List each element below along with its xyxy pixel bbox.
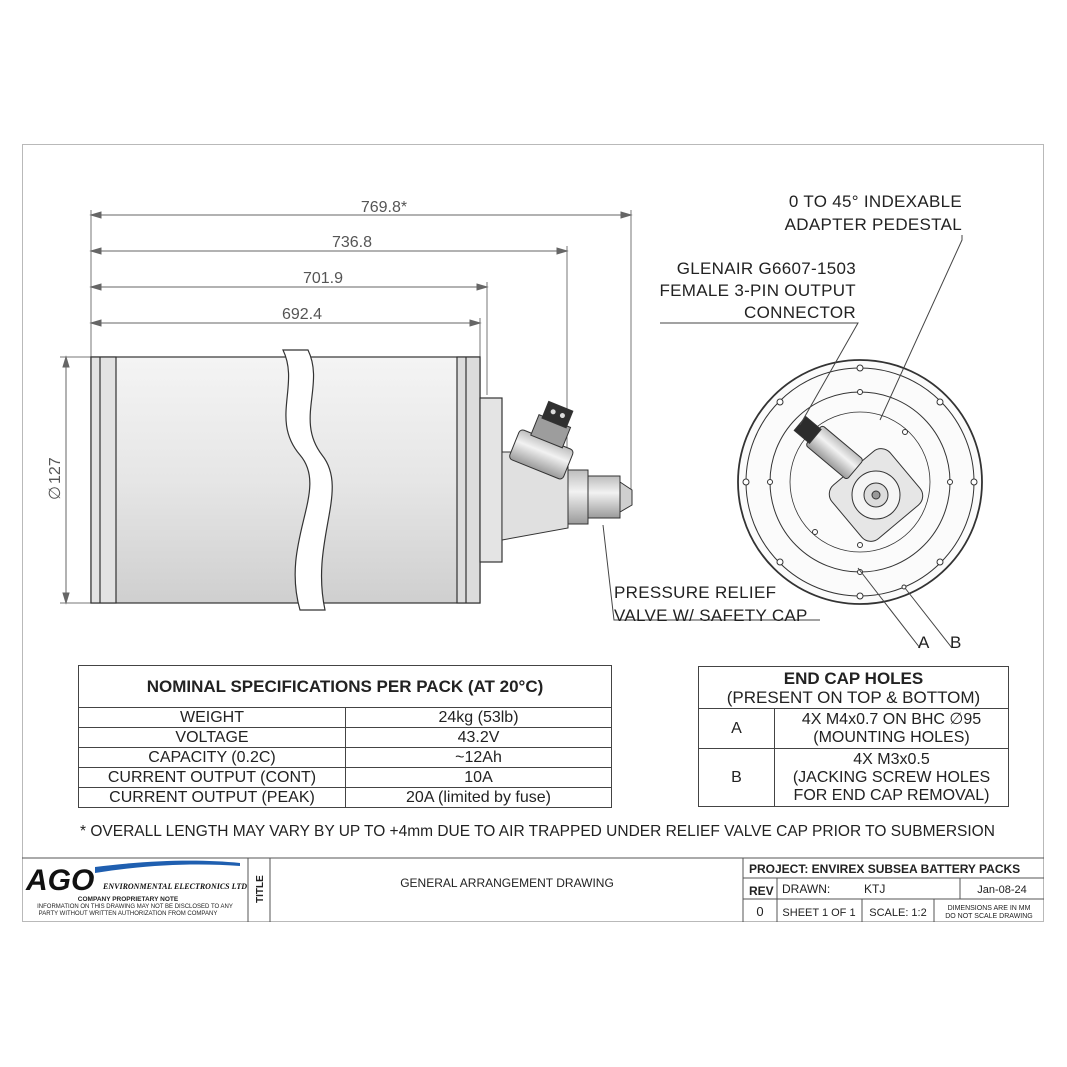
valve-label-line1: PRESSURE RELIEF xyxy=(614,583,777,602)
hole-key: A xyxy=(699,709,775,749)
hole-label-b: B xyxy=(950,633,962,652)
table-row xyxy=(79,708,612,728)
specifications-title: NOMINAL SPECIFICATIONS PER PACK (AT 20°C) xyxy=(79,666,612,708)
spec-label: WEIGHT xyxy=(79,708,346,728)
connector-label-line3: CONNECTOR xyxy=(744,303,856,322)
dimension-length-2: 736.8 xyxy=(331,234,373,251)
proprietary-line2: PARTY WITHOUT WRITTEN AUTHORIZATION FROM COMPANY xyxy=(38,911,218,917)
specifications-table xyxy=(78,665,612,808)
hole-desc-line1: 4X M4x0.7 ON BHC ∅95 xyxy=(801,710,982,728)
spec-label: CURRENT OUTPUT (CONT) xyxy=(79,768,346,788)
dimensions-note-line2: DO NOT SCALE DRAWING xyxy=(945,913,1033,920)
spec-label: VOLTAGE xyxy=(79,728,346,748)
rev-label: REV xyxy=(749,884,774,898)
dimension-length-4: 692.4 xyxy=(281,306,323,323)
sheet-number: SHEET 1 OF 1 xyxy=(782,907,856,919)
drawing-date: Jan-08-24 xyxy=(977,884,1027,896)
spec-value: 10A xyxy=(346,768,612,788)
end-cap-holes-table xyxy=(698,666,1009,807)
hole-label-a: A xyxy=(918,633,930,652)
spec-label: CAPACITY (0.2C) xyxy=(79,748,346,768)
overall-length-footnote: * OVERALL LENGTH MAY VARY BY UP TO +4mm DUE TO AIR TRAPPED UNDER RELIEF VALVE CAP PRIOR TO SUBMERSION xyxy=(80,823,995,840)
table-row xyxy=(79,728,612,748)
holes-table-header xyxy=(699,667,1009,709)
connector-label-line1: GLENAIR G6607-1503 xyxy=(676,259,856,278)
dimensions-note-line1: DIMENSIONS ARE IN MM xyxy=(947,905,1031,912)
holes-table-title: END CAP HOLES xyxy=(783,668,924,688)
table-row xyxy=(79,768,612,788)
company-logo: AGO xyxy=(26,864,95,897)
drawn-label: DRAWN: xyxy=(782,882,831,896)
proprietary-line1: INFORMATION ON THIS DRAWING MAY NOT BE DISCLOSED TO ANY xyxy=(37,904,233,910)
table-row xyxy=(699,749,1009,807)
spec-value: 43.2V xyxy=(346,728,612,748)
hole-key: B xyxy=(699,749,775,807)
hole-desc-line2: (MOUNTING HOLES) xyxy=(813,728,970,746)
table-row xyxy=(79,748,612,768)
holes-table-subtitle: (PRESENT ON TOP & BOTTOM) xyxy=(726,687,981,707)
dimension-length-3: 701.9 xyxy=(302,270,344,287)
hole-desc-line3: FOR END CAP REMOVAL) xyxy=(793,786,990,804)
pedestal-label-line2: ADAPTER PEDESTAL xyxy=(784,215,962,234)
company-logo-subtext: ENVIRONMENTAL ELECTRONICS LTD xyxy=(103,882,248,891)
connector-label-line2: FEMALE 3-PIN OUTPUT xyxy=(659,281,856,300)
drawn-by: KTJ xyxy=(864,882,886,896)
diameter-symbol: ∅ xyxy=(47,486,64,500)
title-label: TITLE xyxy=(255,875,266,903)
project-name: PROJECT: ENVIREX SUBSEA BATTERY PACKS xyxy=(749,862,1021,876)
spec-value: 20A (limited by fuse) xyxy=(346,788,612,808)
hole-desc-line2: (JACKING SCREW HOLES xyxy=(792,768,991,786)
spec-label: CURRENT OUTPUT (PEAK) xyxy=(79,788,346,808)
title-block xyxy=(0,855,1067,925)
spec-value: ~12Ah xyxy=(346,748,612,768)
table-row xyxy=(699,709,1009,749)
revision-number: 0 xyxy=(756,904,764,919)
dimension-diameter: 127 xyxy=(47,457,64,484)
logo-swoosh xyxy=(95,861,240,873)
drawing-scale: SCALE: 1:2 xyxy=(869,907,927,919)
proprietary-title: COMPANY PROPRIETARY NOTE xyxy=(77,896,179,903)
dimension-overall-length: 769.8* xyxy=(360,199,408,216)
spec-value: 24kg (53lb) xyxy=(346,708,612,728)
valve-label-line2: VALVE W/ SAFETY CAP xyxy=(614,606,808,625)
pedestal-label-line1: 0 TO 45° INDEXABLE xyxy=(788,192,962,211)
hole-desc-line1: 4X M3x0.5 xyxy=(853,750,930,768)
table-row xyxy=(79,788,612,808)
drawing-title: GENERAL ARRANGEMENT DRAWING xyxy=(400,876,614,890)
